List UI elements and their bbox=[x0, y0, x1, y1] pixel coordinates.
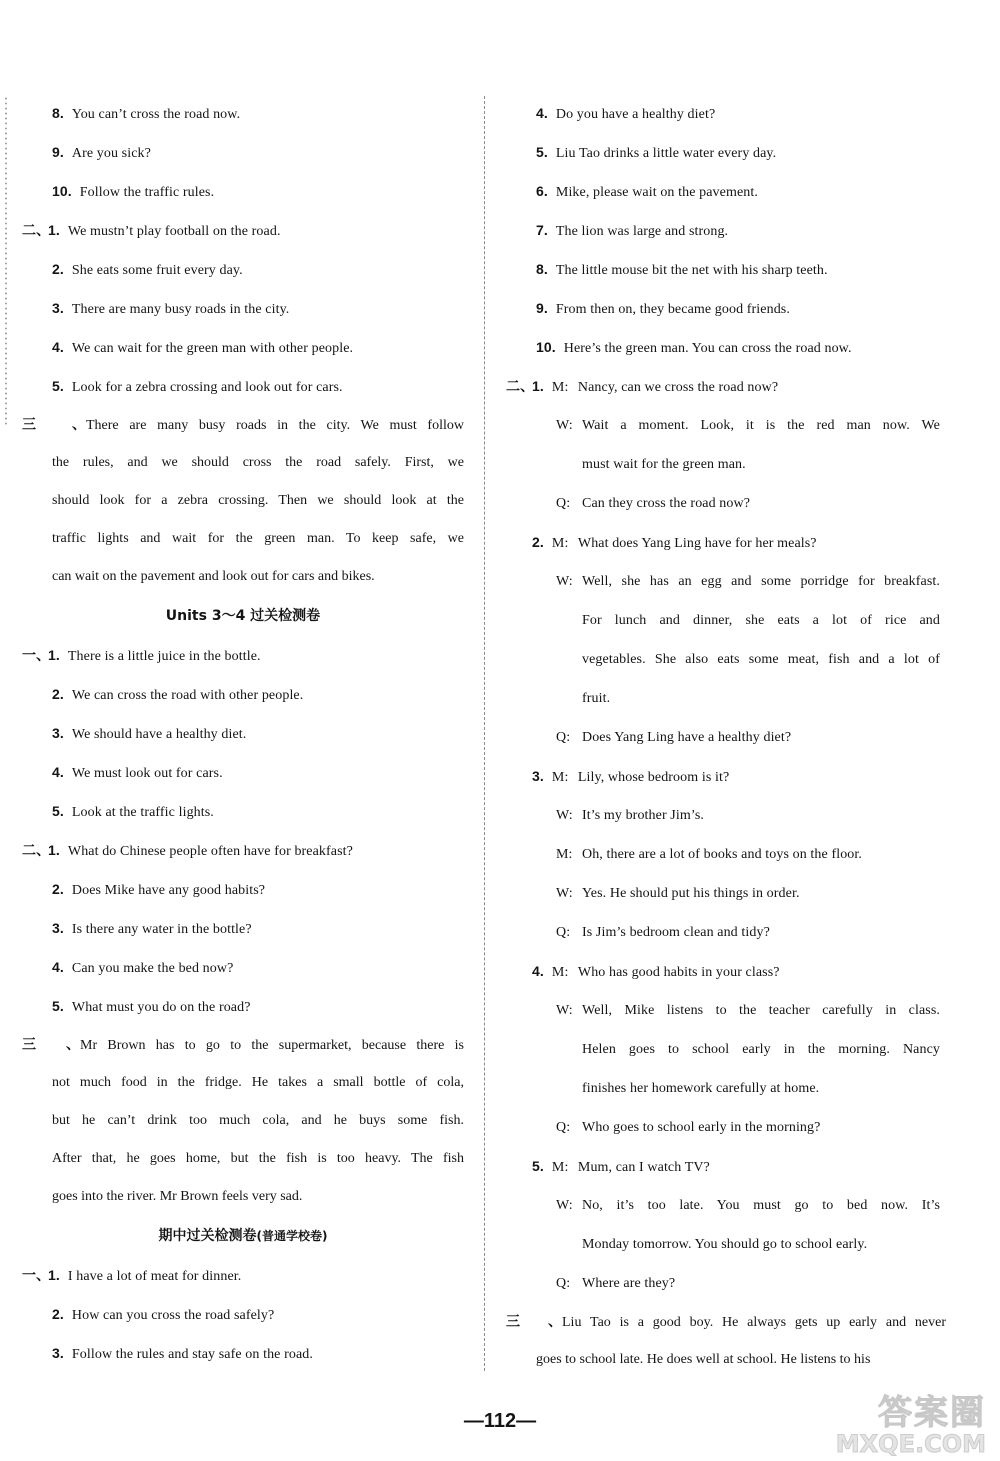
dialog-line bbox=[506, 640, 946, 679]
item-number: 8. bbox=[52, 105, 64, 121]
dialog-line bbox=[506, 523, 946, 562]
dialog-line bbox=[506, 484, 946, 523]
dialog-line bbox=[506, 1108, 946, 1147]
paragraph-text: There are many busy roads in the city. We must follow bbox=[86, 418, 464, 433]
numbered-item bbox=[22, 211, 464, 250]
section-marker: 二、 bbox=[506, 379, 535, 395]
speaker-label: M: bbox=[551, 536, 569, 551]
item-number: 1. bbox=[48, 222, 60, 238]
dialog-line bbox=[506, 1186, 946, 1225]
section-marker: 二、 bbox=[22, 223, 51, 239]
item-text: Follow the rules and stay safe on the road. bbox=[71, 1347, 313, 1362]
item-number: 4. bbox=[532, 963, 544, 979]
dialog-text: It’s my brother Jim’s. bbox=[582, 808, 704, 823]
item-number: 1. bbox=[48, 647, 60, 663]
item-number: 5. bbox=[532, 1158, 544, 1174]
paragraph-line bbox=[22, 406, 464, 444]
item-number: 4. bbox=[52, 959, 64, 975]
dialog-text: Is Jim’s bedroom clean and tidy? bbox=[582, 925, 770, 940]
dialog-line bbox=[506, 757, 946, 796]
dialog-line bbox=[506, 991, 946, 1030]
dialog-line bbox=[506, 445, 946, 484]
dialog-line bbox=[506, 874, 946, 913]
item-number: 2. bbox=[52, 1306, 64, 1322]
numbered-item bbox=[22, 367, 464, 406]
numbered-item bbox=[506, 328, 946, 367]
numbered-item bbox=[22, 948, 464, 987]
dialog-text: finishes her homework carefully at home. bbox=[582, 1081, 820, 1096]
section-heading bbox=[22, 1216, 464, 1256]
numbered-item bbox=[22, 1295, 464, 1334]
dialog-line bbox=[506, 952, 946, 991]
section-marker: 二、 bbox=[22, 843, 51, 859]
speaker-label: W: bbox=[556, 808, 573, 823]
dialog-text: Well, she has an egg and some porridge for breakfast. bbox=[582, 574, 940, 589]
speaker-label: M: bbox=[551, 1160, 569, 1175]
paragraph-line: but he can’t drink too much cola, and he buys some fish. bbox=[52, 1113, 464, 1128]
paragraph-line: goes to school late. He does well at school. He listens to his bbox=[536, 1352, 871, 1367]
heading-subtitle: (普通学校卷) bbox=[256, 1229, 328, 1243]
section-marker: 三、 bbox=[22, 1037, 80, 1053]
numbered-item bbox=[22, 1334, 464, 1373]
column-divider bbox=[484, 96, 485, 1371]
dialog-text: Does Yang Ling have a healthy diet? bbox=[582, 730, 792, 745]
numbered-item bbox=[22, 831, 464, 870]
item-number: 7. bbox=[536, 222, 548, 238]
speaker-label: M: bbox=[551, 770, 569, 785]
item-text: From then on, they became good friends. bbox=[555, 302, 790, 317]
item-number: 1. bbox=[532, 378, 544, 394]
dialog-text: No, it’s too late. You must go to bed now. It’s bbox=[582, 1198, 940, 1213]
dialog-text: Yes. He should put his things in order. bbox=[582, 886, 800, 901]
item-text: Does Mike have any good habits? bbox=[71, 883, 266, 898]
item-text: What do Chinese people often have for breakfast? bbox=[67, 844, 353, 859]
paragraph-line bbox=[506, 1303, 946, 1341]
page-number: —112— bbox=[463, 1410, 537, 1432]
dialog-text: Helen goes to school early in the morning. Nancy bbox=[582, 1042, 940, 1057]
left-column bbox=[22, 94, 464, 1373]
dialog-text: must wait for the green man. bbox=[582, 457, 746, 472]
item-text: Look at the traffic lights. bbox=[71, 805, 214, 820]
dialog-line bbox=[506, 1225, 946, 1264]
item-text: What must you do on the road? bbox=[71, 1000, 251, 1015]
item-number: 9. bbox=[536, 300, 548, 316]
item-text: Follow the traffic rules. bbox=[79, 185, 215, 200]
item-number: 2. bbox=[532, 534, 544, 550]
item-number: 8. bbox=[536, 261, 548, 277]
paragraph-line: After that, he goes home, but the fish is too heavy. The fish bbox=[52, 1151, 464, 1166]
item-number: 5. bbox=[52, 803, 64, 819]
item-number: 2. bbox=[52, 261, 64, 277]
section-marker: 三、 bbox=[22, 417, 86, 433]
paragraph-line: can wait on the pavement and look out for cars and bikes. bbox=[52, 569, 375, 584]
speaker-label: Q: bbox=[556, 730, 571, 745]
numbered-item bbox=[22, 1256, 464, 1295]
dialog-text: Who has good habits in your class? bbox=[577, 965, 780, 980]
paragraph-text: Liu Tao is a good boy. He always gets up early and never bbox=[562, 1315, 946, 1330]
item-text: There is a little juice in the bottle. bbox=[67, 649, 261, 664]
paragraph-line: should look for a zebra crossing. Then we should look at the bbox=[52, 493, 464, 508]
dialog-line bbox=[506, 835, 946, 874]
watermark-url: MXQE.COM bbox=[835, 1430, 986, 1458]
item-text: Look for a zebra crossing and look out for cars. bbox=[71, 380, 343, 395]
item-number: 9. bbox=[52, 144, 64, 160]
dialog-text: fruit. bbox=[582, 691, 611, 706]
item-text: There are many busy roads in the city. bbox=[71, 302, 290, 317]
numbered-item bbox=[22, 987, 464, 1026]
paragraph-line bbox=[22, 1026, 464, 1064]
section-marker: 一、 bbox=[22, 1268, 51, 1284]
item-number: 4. bbox=[536, 105, 548, 121]
paragraph-line: the rules, and we should cross the road safely. First, we bbox=[52, 455, 464, 470]
speaker-label: M: bbox=[551, 965, 569, 980]
dialog-text: For lunch and dinner, she eats a lot of rice and bbox=[582, 613, 940, 628]
item-number: 1. bbox=[48, 1267, 60, 1283]
numbered-item bbox=[22, 909, 464, 948]
dialog-text: Lily, whose bedroom is it? bbox=[577, 770, 730, 785]
item-text: How can you cross the road safely? bbox=[71, 1308, 275, 1323]
dialog-text: Who goes to school early in the morning? bbox=[582, 1120, 821, 1135]
dialog-line bbox=[506, 562, 946, 601]
speaker-label: Q: bbox=[556, 1276, 571, 1291]
item-number: 3. bbox=[52, 920, 64, 936]
speaker-label: W: bbox=[556, 1198, 573, 1213]
paragraph-line: traffic lights and wait for the green man. To keep safe, we bbox=[52, 531, 464, 546]
dialog-line bbox=[506, 679, 946, 718]
numbered-item bbox=[506, 172, 946, 211]
paragraph-line: goes into the river. Mr Brown feels very sad. bbox=[52, 1189, 303, 1204]
section-heading: Units 3～4 过关检测卷 bbox=[165, 608, 321, 624]
numbered-item bbox=[506, 250, 946, 289]
item-text: We must look out for cars. bbox=[71, 766, 223, 781]
numbered-item bbox=[22, 250, 464, 289]
item-number: 2. bbox=[52, 881, 64, 897]
dialog-line bbox=[506, 406, 946, 445]
item-number: 3. bbox=[532, 768, 544, 784]
item-text: We should have a healthy diet. bbox=[71, 727, 247, 742]
item-text: The lion was large and strong. bbox=[555, 224, 729, 239]
dialog-line bbox=[506, 1264, 946, 1303]
watermark-logo bbox=[786, 1395, 986, 1457]
speaker-label: M: bbox=[551, 380, 569, 395]
dialog-text: Can they cross the road now? bbox=[582, 496, 751, 511]
dialog-text: Oh, there are a lot of books and toys on the floor. bbox=[582, 847, 862, 862]
dialog-text: Nancy, can we cross the road now? bbox=[577, 380, 779, 395]
item-number: 4. bbox=[52, 339, 64, 355]
speaker-label: Q: bbox=[556, 925, 571, 940]
binding-margin bbox=[3, 96, 9, 426]
numbered-item bbox=[506, 94, 946, 133]
dialog-text: Well, Mike listens to the teacher carefully in class. bbox=[582, 1003, 940, 1018]
numbered-item bbox=[22, 636, 464, 675]
dialog-line bbox=[506, 1030, 946, 1069]
dialog-line bbox=[506, 796, 946, 835]
item-number: 5. bbox=[536, 144, 548, 160]
right-column bbox=[506, 94, 946, 1379]
numbered-item bbox=[22, 792, 464, 831]
paragraph-text: Mr Brown has to go to the supermarket, because there is bbox=[80, 1038, 464, 1053]
dialog-line bbox=[506, 1147, 946, 1186]
speaker-label: Q: bbox=[556, 1120, 571, 1135]
dialog-text: Where are they? bbox=[582, 1276, 676, 1291]
numbered-item bbox=[22, 870, 464, 909]
section-marker: 一、 bbox=[22, 648, 51, 664]
item-text: You can’t cross the road now. bbox=[71, 107, 241, 122]
item-number: 4. bbox=[52, 764, 64, 780]
item-text: Liu Tao drinks a little water every day. bbox=[555, 146, 777, 161]
item-text: I have a lot of meat for dinner. bbox=[67, 1269, 242, 1284]
item-number: 6. bbox=[536, 183, 548, 199]
dialog-text: Wait a moment. Look, it is the red man now. We bbox=[582, 418, 940, 433]
numbered-item bbox=[22, 328, 464, 367]
item-number: 1. bbox=[48, 842, 60, 858]
dialog-line bbox=[506, 718, 946, 757]
speaker-label: Q: bbox=[556, 496, 571, 511]
item-number: 10. bbox=[536, 339, 556, 355]
item-text: Are you sick? bbox=[71, 146, 151, 161]
item-text: Mike, please wait on the pavement. bbox=[555, 185, 758, 200]
dialog-line bbox=[506, 1069, 946, 1108]
watermark-text: 答案圈 bbox=[878, 1393, 986, 1433]
numbered-item bbox=[506, 289, 946, 328]
numbered-item bbox=[22, 172, 464, 211]
item-number: 5. bbox=[52, 378, 64, 394]
speaker-label: W: bbox=[556, 418, 573, 433]
speaker-label: W: bbox=[556, 886, 573, 901]
item-number: 5. bbox=[52, 998, 64, 1014]
numbered-item bbox=[506, 211, 946, 250]
dialog-line bbox=[506, 367, 946, 406]
numbered-item bbox=[22, 675, 464, 714]
item-text: Here’s the green man. You can cross the road now. bbox=[563, 341, 852, 356]
speaker-label: W: bbox=[556, 574, 573, 589]
item-number: 10. bbox=[52, 183, 72, 199]
item-text: We can cross the road with other people. bbox=[71, 688, 304, 703]
dialog-text: vegetables. She also eats some meat, fish and a lot of bbox=[582, 652, 940, 667]
item-text: Can you make the bed now? bbox=[71, 961, 234, 976]
item-number: 3. bbox=[52, 300, 64, 316]
dialog-text: Monday tomorrow. You should go to school early. bbox=[582, 1237, 868, 1252]
item-text: She eats some fruit every day. bbox=[71, 263, 243, 278]
item-number: 3. bbox=[52, 725, 64, 741]
numbered-item bbox=[22, 714, 464, 753]
item-text: We can wait for the green man with other people. bbox=[71, 341, 354, 356]
item-number: 3. bbox=[52, 1345, 64, 1361]
numbered-item bbox=[22, 753, 464, 792]
paragraph-line: not much food in the fridge. He takes a small bottle of cola, bbox=[52, 1075, 464, 1090]
item-text: The little mouse bit the net with his sharp teeth. bbox=[555, 263, 828, 278]
dialog-line bbox=[506, 601, 946, 640]
section-marker: 三、 bbox=[506, 1314, 562, 1330]
item-text: Is there any water in the bottle? bbox=[71, 922, 252, 937]
item-text: Do you have a healthy diet? bbox=[555, 107, 716, 122]
numbered-item bbox=[22, 289, 464, 328]
dialog-text: Mum, can I watch TV? bbox=[577, 1160, 710, 1175]
numbered-item bbox=[506, 133, 946, 172]
item-text: We mustn’t play football on the road. bbox=[67, 224, 281, 239]
dialog-line bbox=[506, 913, 946, 952]
speaker-label: W: bbox=[556, 1003, 573, 1018]
item-number: 2. bbox=[52, 686, 64, 702]
speaker-label: M: bbox=[556, 847, 573, 862]
numbered-item bbox=[22, 133, 464, 172]
numbered-item bbox=[22, 94, 464, 133]
dialog-text: What does Yang Ling have for her meals? bbox=[577, 536, 817, 551]
heading-title: 期中过关检测卷 bbox=[158, 1228, 257, 1244]
